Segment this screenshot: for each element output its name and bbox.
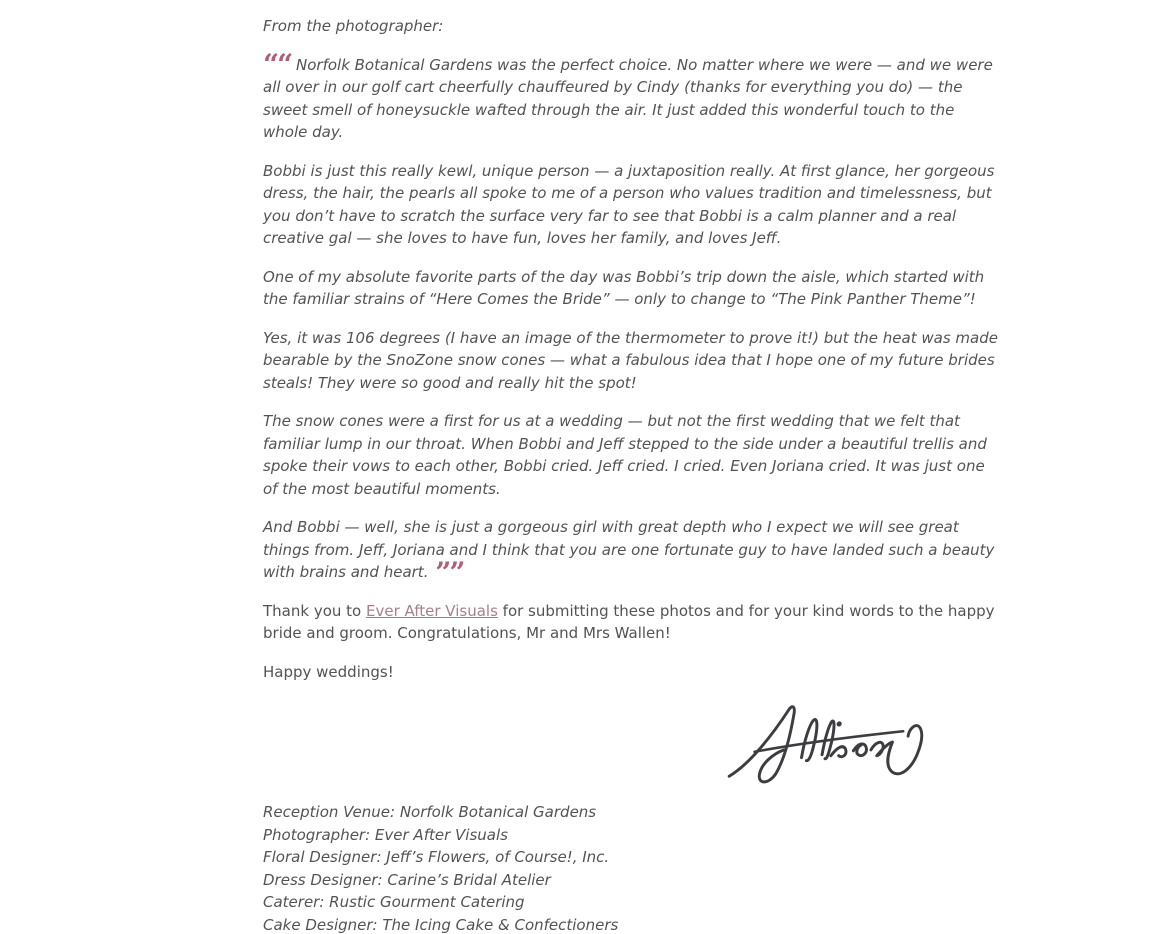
signature-allison <box>713 699 935 787</box>
signature-allison-image <box>713 699 935 787</box>
close-quote-icon: ”” <box>435 556 464 589</box>
quote-paragraph-4 <box>263 327 999 395</box>
quote-text: And Bobbi — well, she is just a gorgeous girl with great depth who I expect we will see great things from. Jeff, Joriana and I think that you are one fortunate guy to have landed such a beauty with brains and heart. <box>263 518 995 581</box>
quote-paragraph-3 <box>263 266 999 311</box>
quote-text: The snow cones were a first for us at a wedding — but not the first wedding that we felt that familiar lump in our throat. When Bobbi and Jeff stepped to the side under a beautiful trellis and spoke their vows to each other, Bobbi cried. Jeff cried. I cried. Even Joriana cried. It was just one of the most beautiful moments. <box>263 412 987 498</box>
thank-you-text-after: for submitting these photos and for your kind words to the happy bride and groom. Congratulations, Mr and Mrs Wallen! <box>263 601 995 642</box>
quote-text: Bobbi is just this really kewl, unique person — a juxtaposition really. At first glance, her gorgeous dress, the hair, the pearls all spoke to me of a person who values tradition and timelessness, but you don’t have to scratch the surface very far to see that Bobbi is a calm planner and a real creative gal — she loves to have fun, loves her family, and loves Jeff. <box>263 161 995 247</box>
from-photographer-label: From the photographer: <box>263 17 444 35</box>
post-content-column <box>263 0 999 934</box>
quote-paragraph-6 <box>263 516 999 589</box>
vendor-photographer: Photographer: Ever After Visuals <box>263 825 508 844</box>
vendor-reception-venue: Reception Venue: Norfolk Botanical Gardens <box>263 803 597 821</box>
quote-text: Norfolk Botanical Gardens was the perfect choice. No matter where we were — and we were all over in our golf cart cheerfully chauffeured by Cindy (thanks for everything you do) — the sweet smell of honeysuckle wafted through the air. It just added this wonderful touch to the whole day. <box>263 55 993 141</box>
ever-after-visuals-link[interactable]: Ever After Visuals <box>365 601 498 620</box>
quote-paragraph-1 <box>263 47 999 144</box>
thank-you-paragraph <box>263 600 999 645</box>
thank-you-text-before: Thank you to <box>263 601 366 620</box>
open-quote-icon: ““ <box>263 47 292 81</box>
quote-text: Yes, it was 106 degrees (I have an image of the thermometer to prove it!) but the heat was made bearable by the SnoZone snow cones — what a fabulous idea that I hope one of my future brides steals! They were so good and really hit the spot! <box>263 328 998 392</box>
vendor-caterer: Caterer: Rustic Gourment Catering <box>263 893 525 912</box>
vendor-cake-designer: Cake Designer: The Icing Cake & Confectioners <box>263 915 619 934</box>
vendor-floral-designer: Floral Designer: Jeff’s Flowers, of Course!, Inc. <box>263 848 610 867</box>
quote-paragraph-5 <box>263 410 999 500</box>
quote-text: One of my absolute favorite parts of the day was Bobbi’s trip down the aisle, which started with the familiar strains of “Here Comes the Bride” — only to change to “The Pink Panther Theme”! <box>263 267 985 308</box>
quote-paragraph-2 <box>263 160 999 250</box>
happy-weddings-text: Happy weddings! <box>263 662 394 681</box>
vendor-dress-designer: Dress Designer: Carine’s Bridal Atelier <box>263 870 551 889</box>
vendor-list <box>263 801 999 934</box>
